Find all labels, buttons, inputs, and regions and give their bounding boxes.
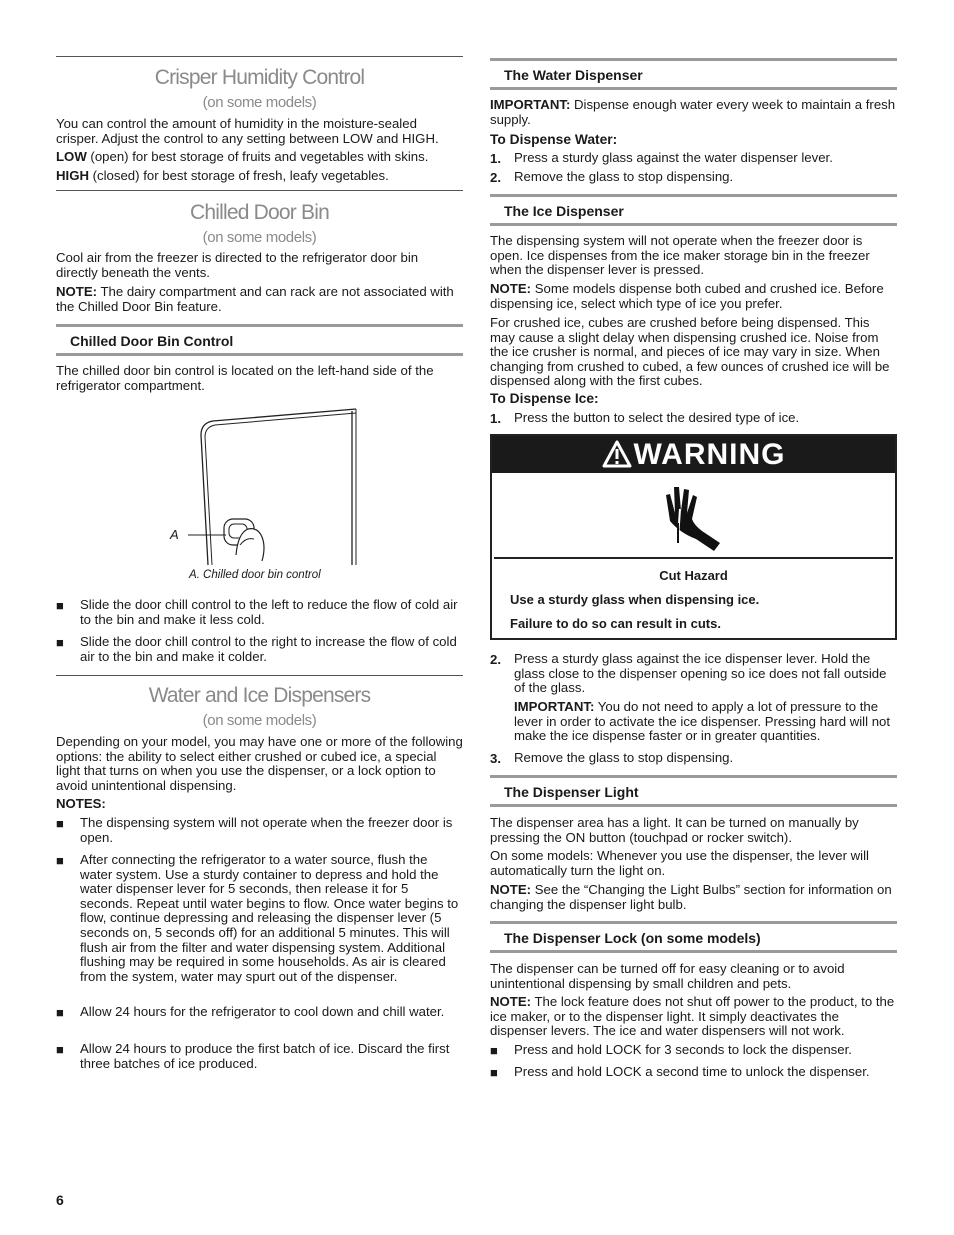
subsection-rule <box>56 324 463 327</box>
chilled-control-text: The chilled door bin control is located on the left-hand side of the refrigerator compartment. <box>56 363 434 393</box>
warning-triangle-icon <box>602 440 632 468</box>
to-dispense-water: To Dispense Water: <box>490 132 618 147</box>
ice-step2-important: IMPORTANT: You do not need to apply a lot of pressure to the lever in order to activate the ice dispenser. Pressing hard will not make the ice dispense faster or in greater quantities. <box>514 699 891 744</box>
light-p2: On some models: Whenever you use the dispenser, the lever will automatically turn the light on. <box>490 848 869 878</box>
bullet-glyph: ■ <box>56 598 64 613</box>
bullet-glyph: ■ <box>56 1005 64 1020</box>
warning-header <box>492 436 895 473</box>
chilled-note: NOTE: The dairy compartment and can rack are not associated with the Chilled Door Bin feature. <box>56 284 454 314</box>
section-divider <box>56 675 463 676</box>
figure-callout-a: A <box>170 527 179 542</box>
bullet-glyph: ■ <box>56 635 64 650</box>
warning-line-1: Use a sturdy glass when dispensing ice. <box>510 592 760 607</box>
to-dispense-ice: To Dispense Ice: <box>490 391 599 406</box>
ice-heading: The Ice Dispenser <box>504 203 624 219</box>
subsection-rule <box>490 804 897 807</box>
section-divider <box>56 56 463 57</box>
page-number: 6 <box>56 1192 64 1208</box>
bullet-glyph: ■ <box>56 1042 64 1057</box>
subsection-rule <box>490 775 897 778</box>
chilled-intro: Cool air from the freezer is directed to the refrigerator door bin directly beneath the vents. <box>56 250 419 280</box>
chilled-title: Chilled Door Bin <box>190 201 329 224</box>
warning-title: WARNING <box>633 438 786 471</box>
lock-intro: The dispenser can be turned off for easy cleaning or to avoid unintentional dispensing by small children and pets. <box>490 961 845 991</box>
bullet-glyph: ■ <box>490 1065 498 1080</box>
subsection-rule <box>490 58 897 61</box>
bullet-glyph: ■ <box>56 816 64 831</box>
ice-intro: The dispensing system will not operate when the freezer door is open. Ice dispenses from the ice maker storage bin in the freezer when the dispenser lever is pressed. <box>490 233 870 278</box>
crisper-intro: You can control the amount of humidity in the moisture-sealed crisper. Adjust the control to any setting between LOW and HIGH. <box>56 116 439 146</box>
bullet-glyph: ■ <box>56 853 64 868</box>
crisper-title: Crisper Humidity Control <box>154 66 365 89</box>
ice-note: NOTE: Some models dispense both cubed and crushed ice. Before dispensing ice, select which type of ice you prefer. <box>490 281 884 311</box>
warning-line-2: Failure to do so can result in cuts. <box>510 616 721 631</box>
crisper-subtitle: (on some models) <box>202 94 317 111</box>
subsection-rule <box>56 353 463 356</box>
dispensers-title: Water and Ice Dispensers <box>148 684 371 707</box>
warning-icon-area <box>494 473 893 559</box>
subsection-rule <box>490 921 897 924</box>
lock-heading: The Dispenser Lock (on some models) <box>504 930 761 946</box>
notes-label: NOTES: <box>56 796 106 811</box>
subsection-rule <box>490 950 897 953</box>
subsection-rule <box>490 223 897 226</box>
dispensers-subtitle: (on some models) <box>202 712 317 729</box>
lock-note: NOTE: The lock feature does not shut off power to the product, to the ice maker, or to the dispenser light. It simply deactivates the dispenser levers. The ice and water dispensers will not work. <box>490 994 895 1039</box>
warning-box <box>490 434 897 640</box>
light-heading: The Dispenser Light <box>504 784 639 800</box>
crisper-high: HIGH (closed) for best storage of fresh, leafy vegetables. <box>56 168 389 183</box>
chilled-subtitle: (on some models) <box>202 229 317 246</box>
figure-caption: A. Chilled door bin control <box>189 569 321 581</box>
section-divider <box>56 190 463 191</box>
dispensers-intro: Depending on your model, you may have one or more of the following options: the ability to select either crushed or cubed ice, a special light that turns on when you use the dispenser, or a lock option to avoid unintentional dispensing. <box>56 734 463 793</box>
water-important: IMPORTANT: Dispense enough water every week to maintain a fresh supply. <box>490 97 896 127</box>
cut-hand-icon <box>656 481 728 551</box>
water-heading: The Water Dispenser <box>504 67 643 83</box>
chilled-door-bin-figure <box>166 405 366 567</box>
warning-hazard: Cut Hazard <box>659 568 728 583</box>
light-note: NOTE: See the “Changing the Light Bulbs” section for information on changing the dispenser light bulb. <box>490 882 892 912</box>
ice-crushed-info: For crushed ice, cubes are crushed before being dispensed. This may cause a slight delay when dispensing crushed ice. Noise from the ice crusher is normal, and pieces of ice may vary in size. When changing from crushed to cubed, a few ounces of crushed ice will be dispensed along with the first cubes. <box>490 315 890 389</box>
light-p1: The dispenser area has a light. It can be turned on manually by pressing the ON button (touchpad or rocker switch). <box>490 815 859 845</box>
bullet-glyph: ■ <box>490 1043 498 1058</box>
chilled-control-heading: Chilled Door Bin Control <box>70 333 234 349</box>
subsection-rule <box>490 87 897 90</box>
crisper-low: LOW (open) for best storage of fruits and vegetables with skins. <box>56 149 429 164</box>
subsection-rule <box>490 194 897 197</box>
